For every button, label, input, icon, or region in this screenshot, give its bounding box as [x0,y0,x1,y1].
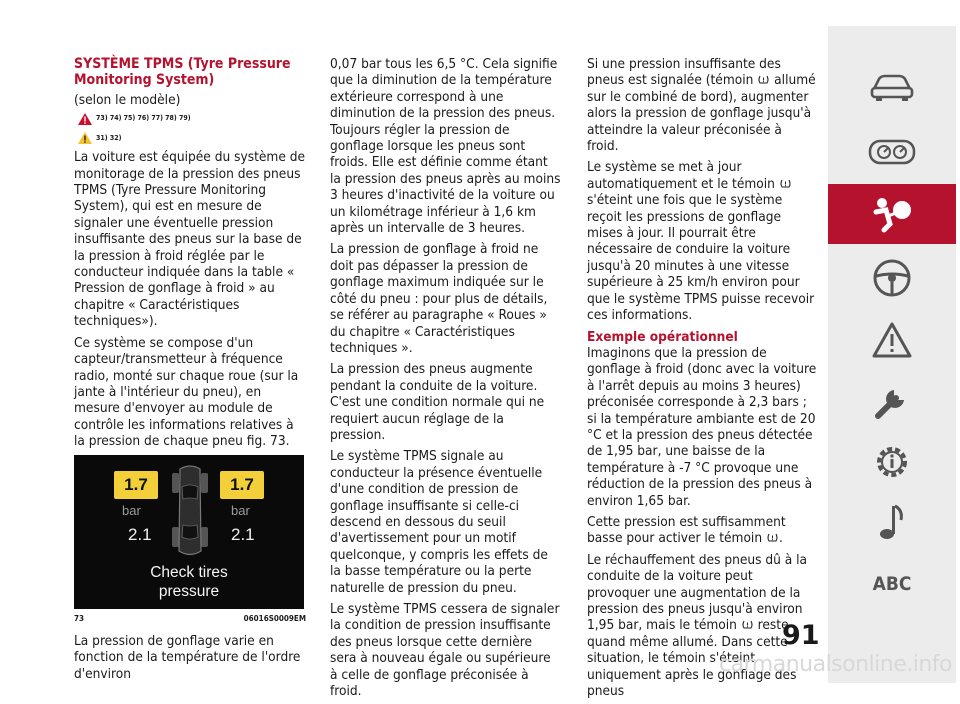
column-2 [330,56,562,704]
front-right-unit: bar [231,502,250,518]
nav-instruments[interactable] [828,122,956,182]
steering-wheel-icon [872,258,912,298]
text-run: reste quand même allumé. Dans cette situation, le témoin s'éteint uniquement après le gonflage des pneus [587,617,797,700]
text-run: Si une pression insuffisante des pneus est signalée (témoin [587,56,781,89]
tire-pressure-icon [758,75,769,85]
text-run: Le réchauffement des pneus dû à la conduite de la voiture peut provoquer une augmentation de la pression des pneus jusqu'à environ 1,95 bar, mais le témoin [587,551,808,634]
paragraph [587,56,817,154]
figure-caption [74,611,306,627]
paragraph: Imaginons que la pression de gonflage à froid (donc avec la voiture à l'arrêt depuis au moins 3 heures) préconisée corresponde à 2,3 bars ; si la température ambiante est de 20 °C et la pression des pneus détectée de 1,95 bar, une baisse de la température à -7 °C provoque une réduction de la pression des pneus à environ 1,65 bar. [587,344,817,509]
paragraph [587,159,817,323]
paragraph: La pression de gonflage à froid ne doit pas dépasser la pression de gonflage maximum indiquée sur le côté du pneu : pour plus de détails, se référer au paragraphe « Roues » du chapitre « Caractéristiques techniques ». [330,241,548,356]
gear-info-icon [872,442,912,482]
text-run: Le système se met à jour automatiquement et le témoin [587,159,775,192]
check-tires-message-2: pressure [158,582,220,600]
figure-number: 73 [74,613,85,623]
check-tires-message: Check tires [150,563,228,581]
car-icon [870,73,914,103]
page-number: 91 [782,620,820,651]
caution-refs-text[interactable]: 31) 32) [96,133,122,142]
section-title: SYSTÈME TPMS (Tyre Pressure Monitoring System) [74,56,291,88]
front-left-pressure: 1.7 [114,471,158,499]
tire-pressure-icon [780,179,791,189]
wrench-icon [872,382,912,422]
text-run: Cette pression est suffisamment basse pour activer le témoin [587,513,786,547]
rear-left-pressure: 2.1 [128,524,152,544]
column-3 [587,56,817,704]
chapter-sidebar [828,26,956,683]
nav-maintenance[interactable] [828,372,956,432]
paragraph [587,514,817,547]
dashboard-gauges-icon [868,139,916,165]
warning-triangle-icon [871,321,913,359]
model-note: (selon le modèle) [74,92,181,108]
airbag-safety-icon [870,194,914,234]
tpms-display-figure [74,455,304,609]
column-1 [74,56,306,687]
paragraph: La voiture est équipée du système de monitorage de la pression des pneus TPMS (Tyre Pressure Monitoring System), qui est en mesure de signaler une éventuelle pression insuffisante des pneus sur la base de la pression à froid réglée par le conducteur indiquée dans la table « Pression de gonflage à froid » au chapitre « Caractéristiques techniques»). [74,149,306,330]
paragraph: Le système TPMS cessera de signaler la condition de pression insuffisante des pneus lorsque cette dernière sera à nouveau égale ou supérieure à celle de gonflage préconisée à froid. [330,601,560,700]
caution-triangle-icon [78,132,92,144]
warning-refs-text[interactable]: 73) 74) 75) 76) 77) 78) 79) [96,114,191,123]
nav-driving[interactable] [828,248,956,308]
tire-pressure-icon [767,533,778,543]
rear-right-pressure: 2.1 [231,524,255,544]
paragraph: La pression des pneus augmente pendant la conduite de la voiture. C'est une condition normale qui ne requiert aucun réglage de la pression. [330,361,545,443]
paragraph: Le système TPMS signale au conducteur la présence éventuelle d'une condition de pression de gonflage insuffisante si celle-ci descend en dessous du seuil d'avertissement pour un motif quelconque, y compris les effets de la basse température ou la perte naturelle de pression du pneu. [330,448,548,596]
caution-refs [78,130,306,146]
nav-index[interactable] [828,554,956,614]
watermark: carmanualsonline.info [719,652,952,677]
figure-code: 06016S0009EM [243,613,306,623]
text-run: s'éteint une fois que le système reçoit les pressions de gonflage mises à jour. Il pourrait être nécessaire de conduire la voiture jusqu'à 20 minutes à une vitesse supérieure à 25 km/h environ pour que le système TPMS puisse recevoir ces informations. [587,192,815,324]
paragraph: Ce système se compose d'un capteur/transmetteur à fréquence radio, monté sur chaque roue (sur la jante à l'intérieur du pneu), en mesure d'envoyer au module de contrôle les informations relatives à la pression de chaque pneu fig. 73. [74,334,299,450]
nav-safety[interactable] [828,184,956,244]
text-run: . [778,530,783,547]
subheading: Exemple opérationnel [587,328,738,345]
nav-multimedia[interactable] [828,492,956,552]
music-note-icon [877,502,907,542]
paragraph: 0,07 bar tous les 6,5 °C. Cela signifie que la diminution de la température extérieure correspond à une diminution de la pression des pneus. Toujours régler la pression de gonflage lorsque les pneus sont froids. Elle est définie comme étant la pression des pneus après au moins 3 heures d'inactivité de la voiture ou un kilométrage inférieur à 1,6 km après un intervalle de 3 heures. [330,56,561,237]
front-right-pressure: 1.7 [220,471,264,499]
warning-triangle-icon [78,113,92,125]
car-top-view-icon [170,463,210,559]
nav-technical-data[interactable] [828,432,956,492]
front-left-unit: bar [122,502,141,518]
warning-refs [78,110,306,126]
text-run: allumé sur le combiné de bord), augmenter alors la pression de gonflage jusqu'à atteindre la valeur préconisée à froid. [587,72,816,155]
tire-pressure-icon [742,620,753,630]
index-abc: ABC [872,573,912,595]
nav-warnings[interactable] [828,310,956,370]
paragraph: La pression de gonflage varie en fonction de la température de l'ordre d'environ [74,632,301,682]
nav-car-overview[interactable] [828,58,956,118]
